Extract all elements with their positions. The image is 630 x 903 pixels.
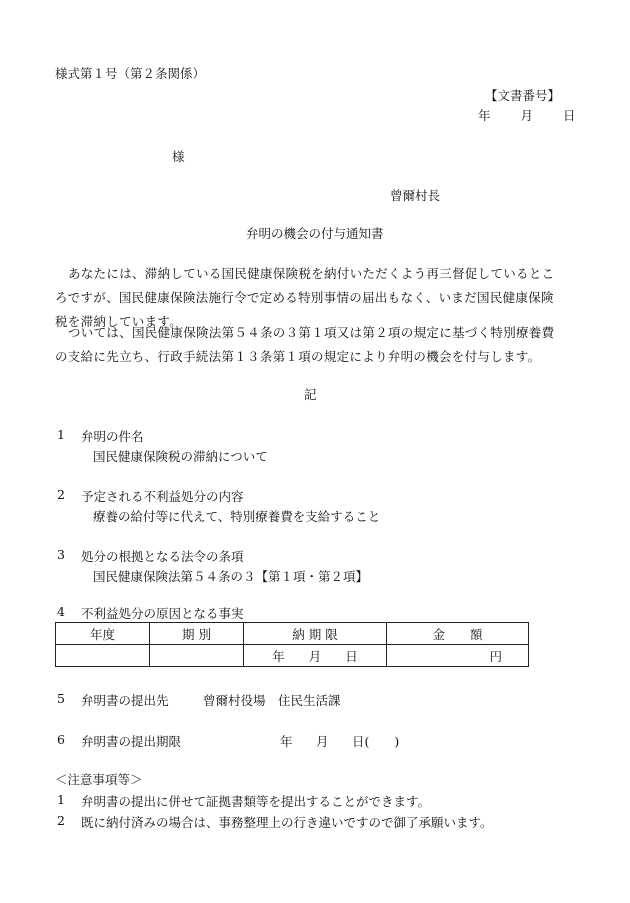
item-4-number: 4 (57, 604, 65, 619)
due-day-unit: 日 (345, 648, 358, 664)
item-6-number: 6 (57, 732, 65, 747)
item-5-heading: 弁明書の提出先 (81, 693, 169, 708)
header-amount: 金 額 (387, 623, 529, 645)
table-row (56, 645, 529, 667)
cell-fiscal-year (56, 645, 150, 667)
table-header-row (56, 623, 529, 645)
recipient-honorific: 様 (172, 149, 185, 164)
body-paragraph-1: あなたには、滞納している国民健康保険税を納付いただくよう再三督促しているところですが、国民健康保険法施行令で定める特別事情の届出もなく、いまだ国民健康保険税を滞納しています。 (55, 266, 555, 329)
due-year-unit: 年 (272, 648, 285, 664)
ki-marker: 記 (304, 387, 317, 402)
date-day-unit: 日 (562, 108, 576, 123)
header-fiscal-year: 年度 (56, 623, 150, 645)
due-month-unit: 月 (308, 648, 322, 664)
cell-period (150, 645, 244, 667)
item-1-heading: 弁明の件名 (81, 429, 144, 444)
item-1-detail: 国民健康保険税の滞納について (93, 449, 268, 464)
cell-amount (387, 645, 529, 667)
item-3-number: 3 (57, 547, 65, 562)
deadline-month-unit: 月 (316, 734, 329, 749)
cell-due-date (244, 645, 387, 667)
note-1-number: 1 (57, 792, 65, 807)
amount-unit: 円 (489, 648, 502, 664)
submission-office: 曾爾村役場 (203, 693, 266, 708)
date-month-unit: 月 (520, 108, 533, 123)
item-3-heading: 処分の根拠となる法令の条項 (81, 549, 244, 564)
note-2-number: 2 (57, 813, 65, 828)
item-2-number: 2 (57, 487, 65, 502)
notes-heading: ＜注意事項等＞ (55, 772, 143, 787)
item-2-detail: 療養の給付等に代えて、特別療養費を支給すること (93, 509, 381, 524)
header-period: 期 別 (150, 623, 244, 645)
document-number: 【文書番号】 (484, 88, 560, 103)
note-1-text: 弁明書の提出に併せて証拠書類等を提出することができます。 (81, 794, 431, 809)
document-title: 弁明の機会の付与通知書 (246, 226, 384, 241)
header-due-date: 納 期 限 (244, 623, 387, 645)
deadline-year-unit: 年 (280, 734, 293, 749)
item-3-detail: 国民健康保険法第５４条の３【第１項・第２項】 (93, 569, 369, 584)
document-date (478, 106, 575, 124)
facts-table (55, 622, 529, 667)
note-2-text: 既に納付済みの場合は、事務整理上の行き違いですので御了承願います。 (81, 815, 493, 830)
sender-name: 曾爾村長 (390, 188, 441, 203)
deadline-day-unit: 日( ) (352, 734, 400, 749)
item-1-number: 1 (57, 427, 65, 442)
item-5-number: 5 (57, 691, 65, 706)
submission-department: 住民生活課 (278, 693, 341, 708)
date-year-unit: 年 (478, 108, 491, 123)
form-number: 様式第１号（第２条関係） (55, 66, 206, 81)
item-4-heading: 不利益処分の原因となる事実 (81, 606, 244, 621)
item-6-heading: 弁明書の提出期限 (81, 734, 182, 749)
item-2-heading: 予定される不利益処分の内容 (81, 489, 244, 504)
body-paragraph-2: ついては、国民健康保険法第５４条の３第１項又は第２項の規定に基づく特別療養費の支給に先立ち、行政手続法第１３条第１項の規定により弁明の機会を付与します。 (55, 325, 555, 364)
